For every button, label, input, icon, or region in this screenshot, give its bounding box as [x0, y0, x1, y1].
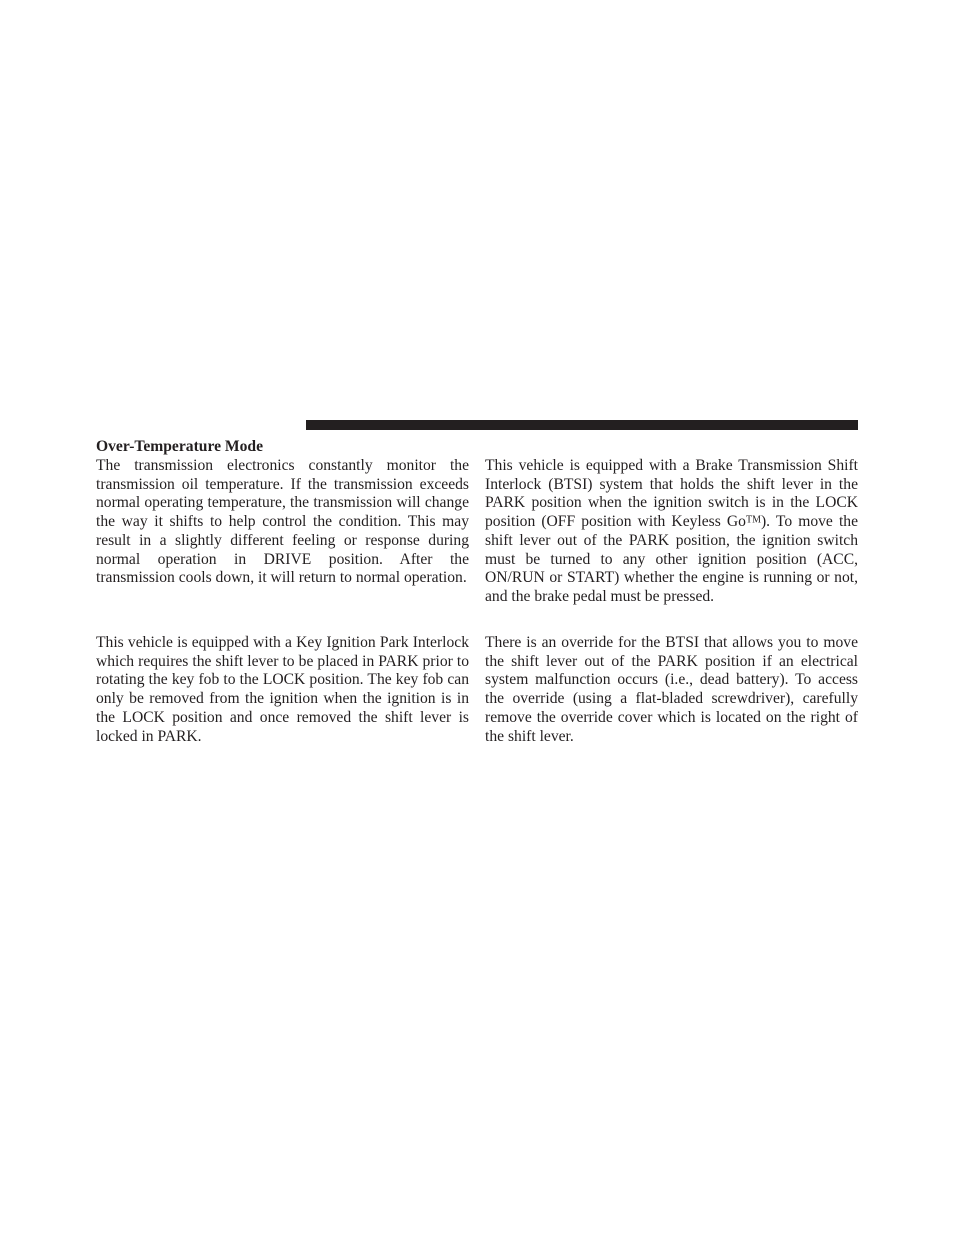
paragraph-text: The transmission electronics constantly monitor the transmission oil temperature. If the transmission exceeds normal operating temperature, the transmission will change the way it shifts to help control the condition. This may result in a slightly different feeling or response during normal operation in DRIVE position. After the transmission cools down, it will return to normal operation. [96, 457, 469, 587]
right-paragraph-btsi [485, 457, 858, 607]
section-heading: Over-Temperature Mode [96, 438, 264, 455]
paragraph-text-part-2: ). To move the shift lever out of the PARK position, the ignition switch must be turned to any other ignition position (ACC, ON/RUN or START) whether the engine is running or not, and the brake pedal must be pressed. [485, 513, 859, 605]
left-paragraph-over-temperature [96, 457, 469, 588]
right-paragraph-btsi-override [485, 634, 858, 746]
section-header-bar [306, 420, 858, 430]
left-paragraph-key-ignition-park-interlock [96, 634, 469, 746]
paragraph-text: This vehicle is equipped with a Key Ignition Park Interlock which requires the shift lever to be placed in PARK prior to rotating the key fob to the LOCK position. The key fob can only be removed from the ignition when the ignition is in the LOCK position and once removed the shift lever is locked in PARK. [96, 634, 469, 745]
trademark-symbol: TM [745, 514, 761, 526]
paragraph-text [485, 457, 858, 607]
paragraph-text: There is an override for the BTSI that allows you to move the shift lever out of the PARK position if an electrical system malfunction occurs (i.e., dead battery). To access the override (using a flat-bladed screwdriver), carefully remove the override cover which is located on the right of the shift lever. [485, 634, 858, 745]
paragraph-text-part-1: This vehicle is equipped with a Brake Transmission Shift Interlock (BTSI) system that holds the shift lever in the PARK position when the ignition switch is in the LOCK position (OFF position with Keyless Go [485, 457, 858, 531]
